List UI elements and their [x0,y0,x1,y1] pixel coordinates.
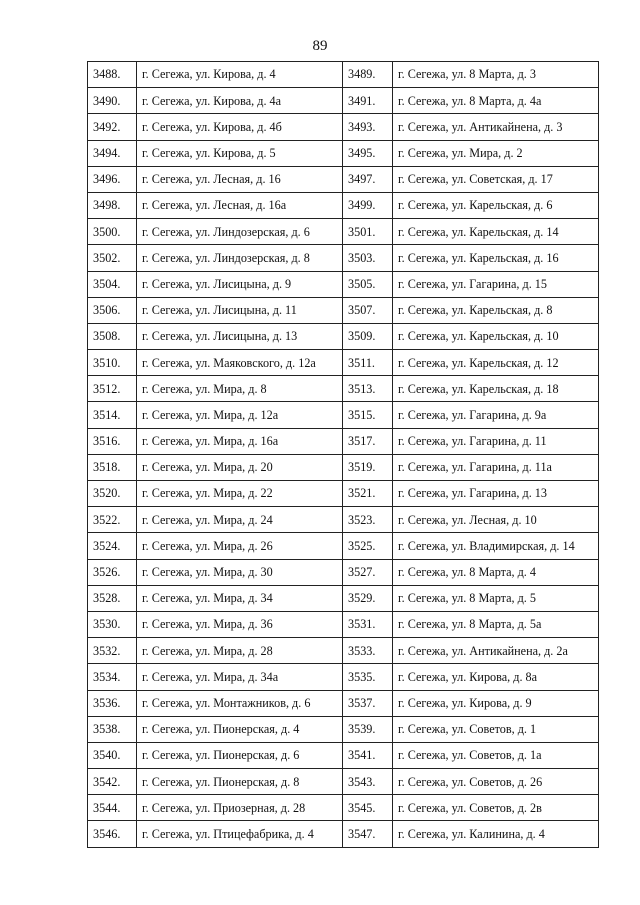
record-number-cell: 3510. [88,350,137,376]
table-row [88,821,599,847]
address-cell: г. Сегежа, ул. Лесная, д. 16а [137,192,343,218]
address-cell: г. Сегежа, ул. Мира, д. 28 [137,638,343,664]
record-number-cell: 3490. [88,88,137,114]
address-cell: г. Сегежа, ул. Мира, д. 36 [137,611,343,637]
record-number-cell: 3511. [343,350,393,376]
address-cell: г. Сегежа, ул. Мира, д. 26 [137,533,343,559]
address-cell: г. Сегежа, ул. Мира, д. 20 [137,454,343,480]
record-number-cell: 3505. [343,271,393,297]
table-row [88,62,599,88]
address-cell: г. Сегежа, ул. Калинина, д. 4 [393,821,599,847]
record-number-cell: 3545. [343,795,393,821]
record-number-cell: 3521. [343,481,393,507]
address-cell: г. Сегежа, ул. Кирова, д. 5 [137,140,343,166]
table-row [88,297,599,323]
address-cell: г. Сегежа, ул. Лисицына, д. 9 [137,271,343,297]
address-cell: г. Сегежа, ул. Гагарина, д. 13 [393,481,599,507]
address-table [87,61,599,848]
address-cell: г. Сегежа, ул. Карельская, д. 14 [393,219,599,245]
address-cell: г. Сегежа, ул. Пионерская, д. 6 [137,742,343,768]
address-cell: г. Сегежа, ул. Мира, д. 8 [137,376,343,402]
record-number-cell: 3530. [88,611,137,637]
address-cell: г. Сегежа, ул. Мира, д. 12а [137,402,343,428]
record-number-cell: 3518. [88,454,137,480]
table-row [88,533,599,559]
address-cell: г. Сегежа, ул. Гагарина, д. 11 [393,428,599,454]
record-number-cell: 3512. [88,376,137,402]
record-number-cell: 3546. [88,821,137,847]
record-number-cell: 3494. [88,140,137,166]
address-cell: г. Сегежа, ул. Птицефабрика, д. 4 [137,821,343,847]
record-number-cell: 3523. [343,507,393,533]
address-cell: г. Сегежа, ул. Советов, д. 1 [393,716,599,742]
record-number-cell: 3498. [88,192,137,218]
table-row [88,559,599,585]
address-cell: г. Сегежа, ул. Советская, д. 17 [393,166,599,192]
address-cell: г. Сегежа, ул. Карельская, д. 10 [393,323,599,349]
table-row [88,140,599,166]
record-number-cell: 3499. [343,192,393,218]
address-cell: г. Сегежа, ул. Пионерская, д. 4 [137,716,343,742]
table-row [88,114,599,140]
record-number-cell: 3529. [343,585,393,611]
record-number-cell: 3528. [88,585,137,611]
table-row [88,402,599,428]
record-number-cell: 3515. [343,402,393,428]
address-table-body [88,62,599,848]
table-row [88,481,599,507]
address-cell: г. Сегежа, ул. Владимирская, д. 14 [393,533,599,559]
record-number-cell: 3539. [343,716,393,742]
record-number-cell: 3543. [343,769,393,795]
record-number-cell: 3491. [343,88,393,114]
address-cell: г. Сегежа, ул. Кирова, д. 4 [137,62,343,88]
address-cell: г. Сегежа, ул. Антикайнена, д. 2а [393,638,599,664]
address-cell: г. Сегежа, ул. Лисицына, д. 13 [137,323,343,349]
address-cell: г. Сегежа, ул. Гагарина, д. 9а [393,402,599,428]
address-cell: г. Сегежа, ул. Мира, д. 30 [137,559,343,585]
table-row [88,507,599,533]
record-number-cell: 3544. [88,795,137,821]
record-number-cell: 3493. [343,114,393,140]
record-number-cell: 3540. [88,742,137,768]
record-number-cell: 3516. [88,428,137,454]
record-number-cell: 3507. [343,297,393,323]
record-number-cell: 3541. [343,742,393,768]
table-row [88,585,599,611]
address-cell: г. Сегежа, ул. Карельская, д. 8 [393,297,599,323]
address-cell: г. Сегежа, ул. Карельская, д. 6 [393,192,599,218]
table-row [88,376,599,402]
table-row [88,323,599,349]
address-cell: г. Сегежа, ул. Линдозерская, д. 8 [137,245,343,271]
table-row [88,611,599,637]
record-number-cell: 3547. [343,821,393,847]
address-cell: г. Сегежа, ул. Маяковского, д. 12а [137,350,343,376]
table-row [88,454,599,480]
table-row [88,716,599,742]
address-cell: г. Сегежа, ул. Мира, д. 24 [137,507,343,533]
record-number-cell: 3504. [88,271,137,297]
address-cell: г. Сегежа, ул. Карельская, д. 12 [393,350,599,376]
record-number-cell: 3496. [88,166,137,192]
address-cell: г. Сегежа, ул. Гагарина, д. 11а [393,454,599,480]
record-number-cell: 3533. [343,638,393,664]
address-cell: г. Сегежа, ул. 8 Марта, д. 4а [393,88,599,114]
record-number-cell: 3522. [88,507,137,533]
record-number-cell: 3492. [88,114,137,140]
address-cell: г. Сегежа, ул. Мира, д. 2 [393,140,599,166]
address-cell: г. Сегежа, ул. Гагарина, д. 15 [393,271,599,297]
record-number-cell: 3534. [88,664,137,690]
address-cell: г. Сегежа, ул. Мира, д. 22 [137,481,343,507]
record-number-cell: 3514. [88,402,137,428]
record-number-cell: 3524. [88,533,137,559]
table-row [88,664,599,690]
address-cell: г. Сегежа, ул. Мира, д. 34 [137,585,343,611]
record-number-cell: 3542. [88,769,137,795]
table-row [88,795,599,821]
address-cell: г. Сегежа, ул. Монтажников, д. 6 [137,690,343,716]
address-cell: г. Сегежа, ул. Кирова, д. 9 [393,690,599,716]
address-cell: г. Сегежа, ул. Советов, д. 26 [393,769,599,795]
address-cell: г. Сегежа, ул. 8 Марта, д. 4 [393,559,599,585]
record-number-cell: 3531. [343,611,393,637]
address-cell: г. Сегежа, ул. Приозерная, д. 28 [137,795,343,821]
address-cell: г. Сегежа, ул. Мира, д. 16а [137,428,343,454]
record-number-cell: 3525. [343,533,393,559]
address-cell: г. Сегежа, ул. Линдозерская, д. 6 [137,219,343,245]
table-row [88,166,599,192]
record-number-cell: 3536. [88,690,137,716]
address-cell: г. Сегежа, ул. Карельская, д. 18 [393,376,599,402]
table-row [88,350,599,376]
table-row [88,192,599,218]
address-cell: г. Сегежа, ул. Лесная, д. 16 [137,166,343,192]
record-number-cell: 3506. [88,297,137,323]
address-cell: г. Сегежа, ул. 8 Марта, д. 5а [393,611,599,637]
address-cell: г. Сегежа, ул. Кирова, д. 8а [393,664,599,690]
address-cell: г. Сегежа, ул. Карельская, д. 16 [393,245,599,271]
table-row [88,690,599,716]
record-number-cell: 3520. [88,481,137,507]
address-cell: г. Сегежа, ул. Советов, д. 1а [393,742,599,768]
address-cell: г. Сегежа, ул. Лисицына, д. 11 [137,297,343,323]
record-number-cell: 3509. [343,323,393,349]
address-cell: г. Сегежа, ул. 8 Марта, д. 5 [393,585,599,611]
table-row [88,428,599,454]
address-cell: г. Сегежа, ул. Лесная, д. 10 [393,507,599,533]
record-number-cell: 3532. [88,638,137,664]
record-number-cell: 3502. [88,245,137,271]
address-cell: г. Сегежа, ул. Советов, д. 2в [393,795,599,821]
address-cell: г. Сегежа, ул. Антикайнена, д. 3 [393,114,599,140]
record-number-cell: 3538. [88,716,137,742]
record-number-cell: 3517. [343,428,393,454]
record-number-cell: 3527. [343,559,393,585]
record-number-cell: 3497. [343,166,393,192]
record-number-cell: 3535. [343,664,393,690]
table-row [88,638,599,664]
record-number-cell: 3508. [88,323,137,349]
record-number-cell: 3537. [343,690,393,716]
record-number-cell: 3503. [343,245,393,271]
record-number-cell: 3495. [343,140,393,166]
address-cell: г. Сегежа, ул. Кирова, д. 4б [137,114,343,140]
table-row [88,742,599,768]
address-cell: г. Сегежа, ул. Кирова, д. 4а [137,88,343,114]
record-number-cell: 3488. [88,62,137,88]
table-row [88,88,599,114]
address-cell: г. Сегежа, ул. 8 Марта, д. 3 [393,62,599,88]
table-row [88,219,599,245]
record-number-cell: 3526. [88,559,137,585]
address-cell: г. Сегежа, ул. Мира, д. 34а [137,664,343,690]
table-row [88,271,599,297]
page-number: 89 [312,38,328,54]
record-number-cell: 3519. [343,454,393,480]
record-number-cell: 3500. [88,219,137,245]
table-row [88,245,599,271]
address-cell: г. Сегежа, ул. Пионерская, д. 8 [137,769,343,795]
record-number-cell: 3489. [343,62,393,88]
record-number-cell: 3501. [343,219,393,245]
table-row [88,769,599,795]
record-number-cell: 3513. [343,376,393,402]
